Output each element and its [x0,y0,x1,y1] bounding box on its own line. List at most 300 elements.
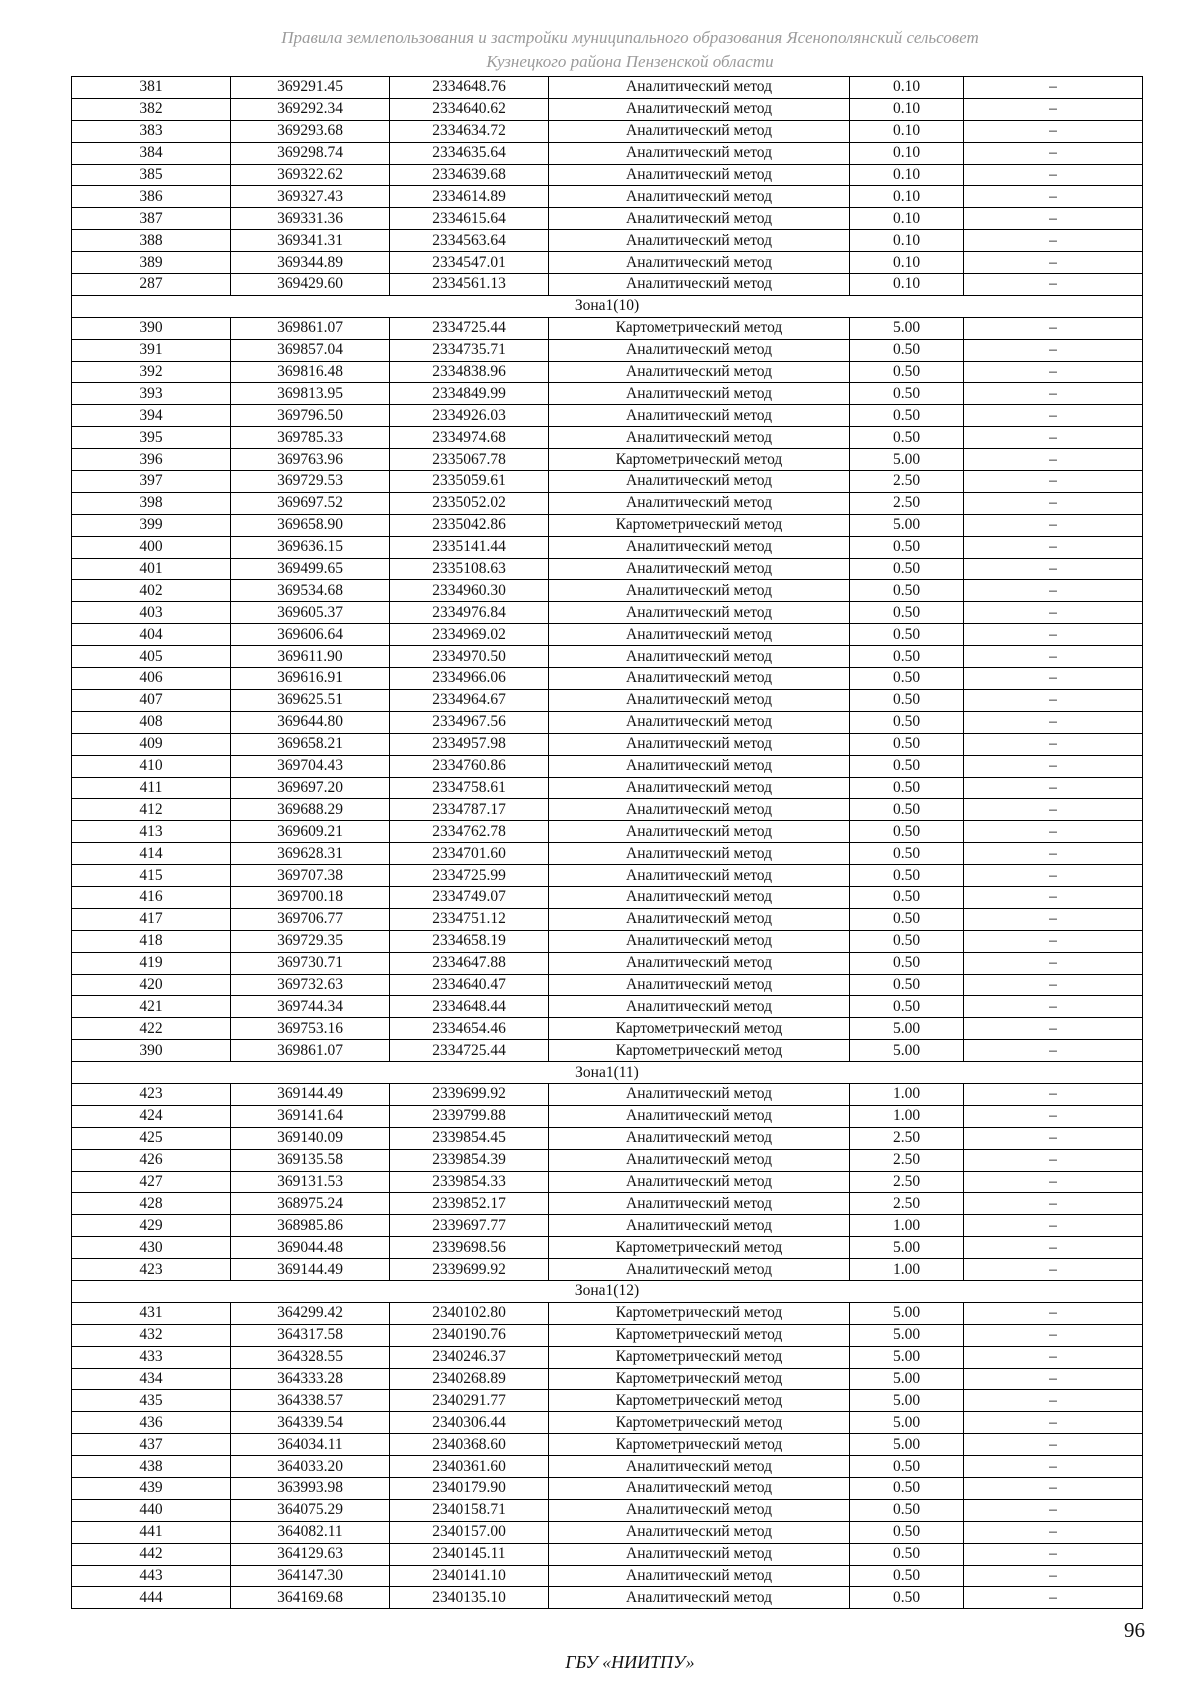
accuracy-cell: 0.10 [850,208,964,230]
method-cell: Аналитический метод [549,558,850,580]
accuracy-cell: 0.50 [850,339,964,361]
table-row [72,1543,1143,1565]
y-coordinate-cell: 2334974.68 [390,427,549,449]
x-coordinate-cell: 369144.49 [231,1259,390,1281]
method-cell: Аналитический метод [549,186,850,208]
point-number-cell: 427 [72,1171,231,1193]
y-coordinate-cell: 2335059.61 [390,471,549,493]
description-cell: – [964,886,1143,908]
method-cell: Аналитический метод [549,1105,850,1127]
y-coordinate-cell: 2334969.02 [390,624,549,646]
method-cell: Аналитический метод [549,1083,850,1105]
table-row [72,1302,1143,1324]
x-coordinate-cell: 364169.68 [231,1587,390,1609]
table-row [72,711,1143,733]
x-coordinate-cell: 369707.38 [231,865,390,887]
description-cell: – [964,1478,1143,1500]
x-coordinate-cell: 369861.07 [231,1040,390,1062]
y-coordinate-cell: 2334960.30 [390,580,549,602]
x-coordinate-cell: 369857.04 [231,339,390,361]
accuracy-cell: 2.50 [850,1171,964,1193]
x-coordinate-cell: 369861.07 [231,317,390,339]
accuracy-cell: 0.50 [850,711,964,733]
x-coordinate-cell: 369331.36 [231,208,390,230]
point-number-cell: 444 [72,1587,231,1609]
x-coordinate-cell: 369796.50 [231,405,390,427]
accuracy-cell: 2.50 [850,1193,964,1215]
accuracy-cell: 5.00 [850,1302,964,1324]
x-coordinate-cell: 369616.91 [231,668,390,690]
method-cell: Аналитический метод [549,230,850,252]
accuracy-cell: 0.50 [850,1543,964,1565]
description-cell: – [964,492,1143,514]
y-coordinate-cell: 2334640.47 [390,974,549,996]
accuracy-cell: 2.50 [850,492,964,514]
description-cell: – [964,317,1143,339]
point-number-cell: 389 [72,252,231,274]
point-number-cell: 425 [72,1127,231,1149]
accuracy-cell: 0.50 [850,1587,964,1609]
x-coordinate-cell: 369292.34 [231,98,390,120]
point-number-cell: 414 [72,843,231,865]
description-cell: – [964,427,1143,449]
method-cell: Аналитический метод [549,120,850,142]
point-number-cell: 441 [72,1521,231,1543]
accuracy-cell: 0.50 [850,602,964,624]
y-coordinate-cell: 2334561.13 [390,274,549,296]
table-row [72,996,1143,1018]
method-cell: Аналитический метод [549,1543,850,1565]
description-cell: – [964,1149,1143,1171]
x-coordinate-cell: 369429.60 [231,274,390,296]
y-coordinate-cell: 2334926.03 [390,405,549,427]
description-cell: – [964,1499,1143,1521]
method-cell: Аналитический метод [549,536,850,558]
table-row [72,77,1143,99]
description-cell: – [964,274,1143,296]
y-coordinate-cell: 2335141.44 [390,536,549,558]
y-coordinate-cell: 2334647.88 [390,952,549,974]
y-coordinate-cell: 2334725.99 [390,865,549,887]
accuracy-cell: 0.10 [850,252,964,274]
x-coordinate-cell: 363993.98 [231,1478,390,1500]
y-coordinate-cell: 2340102.80 [390,1302,549,1324]
accuracy-cell: 1.00 [850,1215,964,1237]
point-number-cell: 394 [72,405,231,427]
description-cell: – [964,405,1143,427]
accuracy-cell: 5.00 [850,1346,964,1368]
point-number-cell: 405 [72,646,231,668]
description-cell: – [964,1368,1143,1390]
accuracy-cell: 5.00 [850,1434,964,1456]
point-number-cell: 387 [72,208,231,230]
accuracy-cell: 0.50 [850,536,964,558]
running-header [0,26,1200,74]
method-cell: Аналитический метод [549,1521,850,1543]
point-number-cell: 413 [72,821,231,843]
point-number-cell: 408 [72,711,231,733]
accuracy-cell: 0.10 [850,164,964,186]
point-number-cell: 393 [72,383,231,405]
y-coordinate-cell: 2335067.78 [390,449,549,471]
table-row [72,339,1143,361]
point-number-cell: 396 [72,449,231,471]
method-cell: Аналитический метод [549,1478,850,1500]
accuracy-cell: 5.00 [850,1324,964,1346]
x-coordinate-cell: 369628.31 [231,843,390,865]
method-cell: Аналитический метод [549,1215,850,1237]
y-coordinate-cell: 2334966.06 [390,668,549,690]
table-row [72,1565,1143,1587]
description-cell: – [964,1018,1143,1040]
x-coordinate-cell: 364147.30 [231,1565,390,1587]
description-cell: – [964,1521,1143,1543]
method-cell: Аналитический метод [549,624,850,646]
accuracy-cell: 0.50 [850,1456,964,1478]
accuracy-cell: 5.00 [850,1018,964,1040]
point-number-cell: 409 [72,733,231,755]
point-number-cell: 415 [72,865,231,887]
point-number-cell: 428 [72,1193,231,1215]
method-cell: Аналитический метод [549,777,850,799]
table-row [72,1083,1143,1105]
x-coordinate-cell: 369636.15 [231,536,390,558]
accuracy-cell: 0.50 [850,689,964,711]
accuracy-cell: 0.10 [850,274,964,296]
accuracy-cell: 0.50 [850,1499,964,1521]
point-number-cell: 423 [72,1259,231,1281]
description-cell: – [964,799,1143,821]
y-coordinate-cell: 2334838.96 [390,361,549,383]
accuracy-cell: 5.00 [850,514,964,536]
accuracy-cell: 0.50 [850,930,964,952]
x-coordinate-cell: 369706.77 [231,908,390,930]
method-cell: Аналитический метод [549,274,850,296]
accuracy-cell: 0.50 [850,1478,964,1500]
accuracy-cell: 5.00 [850,1390,964,1412]
method-cell: Аналитический метод [549,1587,850,1609]
description-cell: – [964,339,1143,361]
point-number-cell: 429 [72,1215,231,1237]
zone-label: Зона1(11) [72,1062,1143,1084]
table-row [72,98,1143,120]
y-coordinate-cell: 2335052.02 [390,492,549,514]
x-coordinate-cell: 369644.80 [231,711,390,733]
y-coordinate-cell: 2334957.98 [390,733,549,755]
method-cell: Картометрический метод [549,1390,850,1412]
table-row [72,1324,1143,1346]
x-coordinate-cell: 364033.20 [231,1456,390,1478]
table-row [72,361,1143,383]
description-cell: – [964,98,1143,120]
method-cell: Аналитический метод [549,383,850,405]
x-coordinate-cell: 369131.53 [231,1171,390,1193]
table-row [72,208,1143,230]
x-coordinate-cell: 364082.11 [231,1521,390,1543]
accuracy-cell: 0.50 [850,405,964,427]
y-coordinate-cell: 2340368.60 [390,1434,549,1456]
table-row [72,427,1143,449]
point-number-cell: 426 [72,1149,231,1171]
table-row [72,274,1143,296]
point-number-cell: 404 [72,624,231,646]
x-coordinate-cell: 369499.65 [231,558,390,580]
table-row [72,733,1143,755]
x-coordinate-cell: 369327.43 [231,186,390,208]
x-coordinate-cell: 364338.57 [231,1390,390,1412]
y-coordinate-cell: 2340135.10 [390,1587,549,1609]
y-coordinate-cell: 2334749.07 [390,886,549,908]
table-row [72,843,1143,865]
x-coordinate-cell: 369144.49 [231,1083,390,1105]
method-cell: Картометрический метод [549,1412,850,1434]
description-cell: – [964,77,1143,99]
table-row [72,1368,1143,1390]
x-coordinate-cell: 369344.89 [231,252,390,274]
x-coordinate-cell: 369341.31 [231,230,390,252]
method-cell: Аналитический метод [549,865,850,887]
table-row [72,558,1143,580]
y-coordinate-cell: 2334634.72 [390,120,549,142]
x-coordinate-cell: 369135.58 [231,1149,390,1171]
point-number-cell: 388 [72,230,231,252]
accuracy-cell: 0.50 [850,799,964,821]
point-number-cell: 395 [72,427,231,449]
zone-header-row [72,295,1143,317]
x-coordinate-cell: 364328.55 [231,1346,390,1368]
description-cell: – [964,514,1143,536]
accuracy-cell: 0.50 [850,668,964,690]
accuracy-cell: 0.50 [850,865,964,887]
accuracy-cell: 1.00 [850,1105,964,1127]
y-coordinate-cell: 2334615.64 [390,208,549,230]
description-cell: – [964,1302,1143,1324]
x-coordinate-cell: 369730.71 [231,952,390,974]
description-cell: – [964,711,1143,733]
point-number-cell: 410 [72,755,231,777]
table-row [72,624,1143,646]
x-coordinate-cell: 364299.42 [231,1302,390,1324]
x-coordinate-cell: 369744.34 [231,996,390,1018]
table-row [72,492,1143,514]
x-coordinate-cell: 369625.51 [231,689,390,711]
description-cell: – [964,1083,1143,1105]
y-coordinate-cell: 2340179.90 [390,1478,549,1500]
method-cell: Аналитический метод [549,361,850,383]
y-coordinate-cell: 2339854.45 [390,1127,549,1149]
accuracy-cell: 0.50 [850,361,964,383]
x-coordinate-cell: 369322.62 [231,164,390,186]
table-row [72,186,1143,208]
method-cell: Аналитический метод [549,821,850,843]
point-number-cell: 412 [72,799,231,821]
point-number-cell: 433 [72,1346,231,1368]
point-number-cell: 423 [72,1083,231,1105]
x-coordinate-cell: 369534.68 [231,580,390,602]
method-cell: Аналитический метод [549,1193,850,1215]
description-cell: – [964,252,1143,274]
y-coordinate-cell: 2334735.71 [390,339,549,361]
point-number-cell: 442 [72,1543,231,1565]
accuracy-cell: 0.10 [850,77,964,99]
method-cell: Аналитический метод [549,996,850,1018]
description-cell: – [964,120,1143,142]
table-row [72,908,1143,930]
x-coordinate-cell: 369729.35 [231,930,390,952]
point-number-cell: 434 [72,1368,231,1390]
accuracy-cell: 0.50 [850,886,964,908]
description-cell: – [964,996,1143,1018]
method-cell: Аналитический метод [549,405,850,427]
point-number-cell: 420 [72,974,231,996]
description-cell: – [964,1412,1143,1434]
description-cell: – [964,142,1143,164]
point-number-cell: 401 [72,558,231,580]
point-number-cell: 390 [72,317,231,339]
method-cell: Аналитический метод [549,668,850,690]
x-coordinate-cell: 369291.45 [231,77,390,99]
accuracy-cell: 0.50 [850,777,964,799]
accuracy-cell: 0.10 [850,120,964,142]
accuracy-cell: 0.50 [850,843,964,865]
y-coordinate-cell: 2339699.92 [390,1259,549,1281]
table-row [72,799,1143,821]
y-coordinate-cell: 2335042.86 [390,514,549,536]
x-coordinate-cell: 364339.54 [231,1412,390,1434]
point-number-cell: 437 [72,1434,231,1456]
x-coordinate-cell: 369658.90 [231,514,390,536]
point-number-cell: 419 [72,952,231,974]
description-cell: – [964,1587,1143,1609]
table-row [72,755,1143,777]
point-number-cell: 407 [72,689,231,711]
y-coordinate-cell: 2340361.60 [390,1456,549,1478]
point-number-cell: 390 [72,1040,231,1062]
point-number-cell: 416 [72,886,231,908]
table-row [72,536,1143,558]
accuracy-cell: 5.00 [850,1237,964,1259]
method-cell: Аналитический метод [549,1171,850,1193]
accuracy-cell: 5.00 [850,1040,964,1062]
point-number-cell: 443 [72,1565,231,1587]
y-coordinate-cell: 2334760.86 [390,755,549,777]
table-row [72,646,1143,668]
y-coordinate-cell: 2340157.00 [390,1521,549,1543]
point-number-cell: 431 [72,1302,231,1324]
y-coordinate-cell: 2334614.89 [390,186,549,208]
accuracy-cell: 5.00 [850,1368,964,1390]
y-coordinate-cell: 2334635.64 [390,142,549,164]
method-cell: Аналитический метод [549,77,850,99]
y-coordinate-cell: 2334648.76 [390,77,549,99]
accuracy-cell: 2.50 [850,471,964,493]
method-cell: Картометрический метод [549,1324,850,1346]
accuracy-cell: 0.50 [850,996,964,1018]
description-cell: – [964,536,1143,558]
x-coordinate-cell: 369763.96 [231,449,390,471]
y-coordinate-cell: 2334762.78 [390,821,549,843]
point-number-cell: 430 [72,1237,231,1259]
y-coordinate-cell: 2339852.17 [390,1193,549,1215]
description-cell: – [964,361,1143,383]
method-cell: Аналитический метод [549,952,850,974]
accuracy-cell: 5.00 [850,449,964,471]
table-row [72,1193,1143,1215]
x-coordinate-cell: 369729.53 [231,471,390,493]
x-coordinate-cell: 369688.29 [231,799,390,821]
y-coordinate-cell: 2334964.67 [390,689,549,711]
y-coordinate-cell: 2334849.99 [390,383,549,405]
accuracy-cell: 5.00 [850,317,964,339]
table-row [72,1018,1143,1040]
accuracy-cell: 0.50 [850,580,964,602]
accuracy-cell: 0.50 [850,733,964,755]
method-cell: Картометрический метод [549,1368,850,1390]
method-cell: Аналитический метод [549,142,850,164]
table-row [72,1171,1143,1193]
accuracy-cell: 0.50 [850,558,964,580]
table-row [72,1478,1143,1500]
accuracy-cell: 0.50 [850,1565,964,1587]
table-row [72,1215,1143,1237]
page-number: 96 [1124,1618,1145,1642]
y-coordinate-cell: 2340306.44 [390,1412,549,1434]
y-coordinate-cell: 2340268.89 [390,1368,549,1390]
x-coordinate-cell: 364034.11 [231,1434,390,1456]
method-cell: Аналитический метод [549,339,850,361]
y-coordinate-cell: 2334787.17 [390,799,549,821]
description-cell: – [964,1346,1143,1368]
description-cell: – [964,1193,1143,1215]
method-cell: Аналитический метод [549,1149,850,1171]
zone-label: Зона1(12) [72,1280,1143,1302]
x-coordinate-cell: 369611.90 [231,646,390,668]
accuracy-cell: 0.50 [850,755,964,777]
point-number-cell: 402 [72,580,231,602]
point-number-cell: 432 [72,1324,231,1346]
table-row [72,602,1143,624]
table-row [72,230,1143,252]
description-cell: – [964,449,1143,471]
y-coordinate-cell: 2339854.33 [390,1171,549,1193]
y-coordinate-cell: 2340246.37 [390,1346,549,1368]
method-cell: Картометрический метод [549,1302,850,1324]
description-cell: – [964,558,1143,580]
point-number-cell: 400 [72,536,231,558]
x-coordinate-cell: 364333.28 [231,1368,390,1390]
method-cell: Аналитический метод [549,1259,850,1281]
method-cell: Аналитический метод [549,908,850,930]
point-number-cell: 397 [72,471,231,493]
description-cell: – [964,624,1143,646]
description-cell: – [964,1105,1143,1127]
method-cell: Картометрический метод [549,1018,850,1040]
description-cell: – [964,1543,1143,1565]
method-cell: Аналитический метод [549,98,850,120]
description-cell: – [964,1259,1143,1281]
method-cell: Аналитический метод [549,930,850,952]
description-cell: – [964,1171,1143,1193]
table-row [72,668,1143,690]
point-number-cell: 411 [72,777,231,799]
method-cell: Аналитический метод [549,1127,850,1149]
header-line-2: Кузнецкого района Пензенской области [486,52,774,71]
y-coordinate-cell: 2334563.64 [390,230,549,252]
description-cell: – [964,952,1143,974]
table-row [72,1149,1143,1171]
description-cell: – [964,646,1143,668]
table-row [72,1127,1143,1149]
